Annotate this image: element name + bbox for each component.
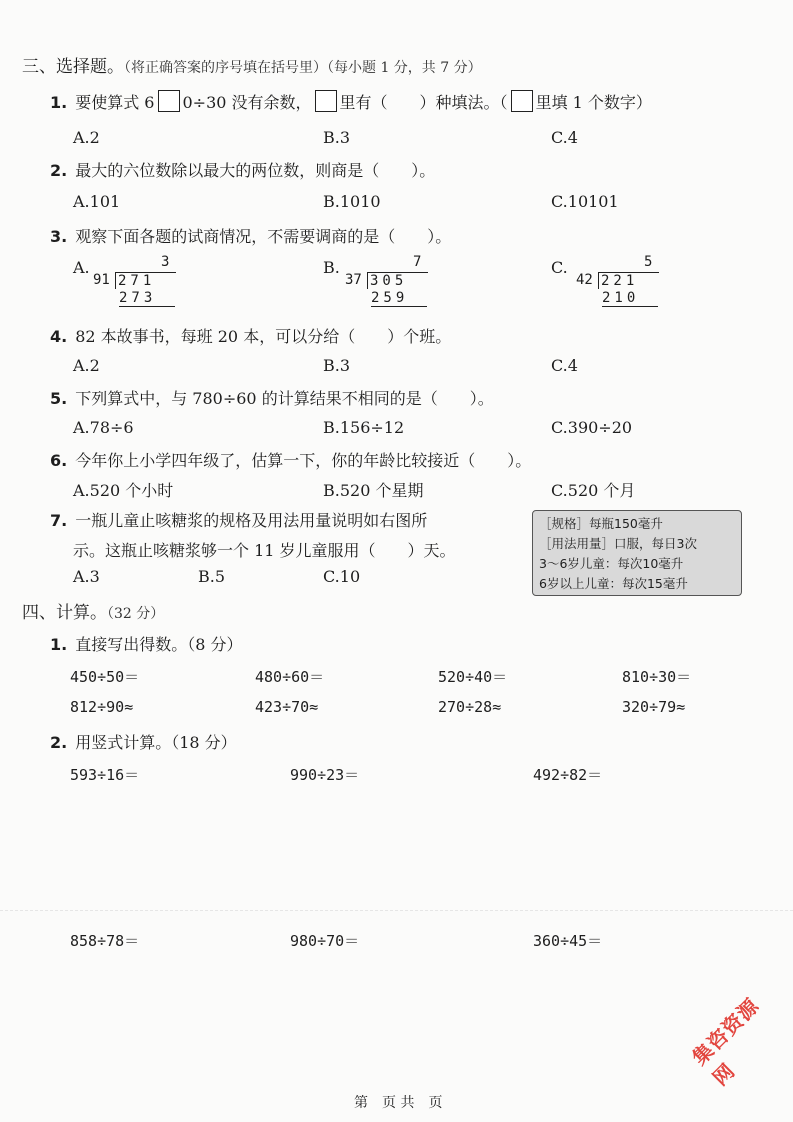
option-b[interactable]: B.1010	[323, 192, 381, 211]
question-text: 要使算式 6	[75, 93, 155, 112]
option-a[interactable]: A.3	[73, 567, 100, 586]
question-number: 7.	[50, 511, 68, 530]
option-c[interactable]: C.4	[551, 356, 578, 375]
option-c[interactable]: C.4	[551, 128, 578, 147]
question-text: 里有（ ）种填法。（	[339, 93, 508, 112]
blank-box[interactable]	[511, 90, 533, 112]
info-line: ［用法用量］口服，每日3次	[539, 536, 697, 551]
calc-item[interactable]: 990÷23＝	[290, 766, 360, 784]
blank-box[interactable]	[158, 90, 180, 112]
divisor: 91	[93, 272, 110, 288]
question-text: 今年你上小学四年级了，估算一下，你的年龄比较接近（ ）。	[75, 451, 532, 470]
question-2	[50, 158, 435, 181]
question-text: 观察下面各题的试商情况，不需要调商的是（ ）。	[75, 227, 452, 246]
question-5	[50, 386, 494, 409]
calc-item[interactable]: 520÷40＝	[438, 668, 508, 686]
question-number: 2.	[50, 733, 68, 752]
option-a[interactable]: A.520 个小时	[73, 481, 174, 500]
section-4-note: （32 分）	[107, 606, 165, 622]
section-3-title: 三、选择题。	[22, 57, 124, 77]
option-b[interactable]: B.3	[323, 356, 351, 375]
product: 210	[602, 290, 658, 307]
calc-item[interactable]: 423÷70≈	[255, 698, 319, 716]
section-4-heading	[22, 598, 164, 623]
option-a[interactable]: A.2	[73, 356, 100, 375]
long-division-c	[576, 254, 676, 314]
question-6	[50, 448, 531, 471]
question-4	[50, 324, 451, 347]
dividend: 305	[367, 272, 428, 289]
info-line: 6岁以上儿童：每次15毫升	[539, 576, 688, 591]
quotient: 3	[161, 254, 170, 270]
dividend: 221	[598, 272, 659, 289]
question-text: 一瓶儿童止咳糖浆的规格及用法用量说明如右图所	[75, 511, 428, 530]
question-text: 下列算式中，与 780÷60 的计算结果不相同的是（ ）。	[75, 389, 494, 408]
option-b[interactable]: B.156÷12	[323, 418, 405, 437]
part-1	[50, 632, 243, 655]
calc-item[interactable]: 450÷50＝	[70, 668, 140, 686]
option-b[interactable]: B.520 个星期	[323, 481, 424, 500]
product: 259	[371, 290, 427, 307]
option-b[interactable]: B.5	[198, 567, 226, 586]
syrup-info-box	[532, 510, 742, 596]
product: 273	[119, 290, 175, 307]
option-a[interactable]: A.2	[73, 128, 100, 147]
quotient: 7	[413, 254, 422, 270]
long-division-a	[93, 254, 193, 314]
calc-item[interactable]: 270÷28≈	[438, 698, 502, 716]
option-c[interactable]: C.520 个月	[551, 481, 636, 500]
option-c[interactable]: C.10	[323, 567, 361, 586]
calc-item[interactable]: 858÷78＝	[70, 932, 140, 950]
section-3-note: （将正确答案的序号填在括号里）（每小题 1 分，共 7 分）	[124, 60, 482, 76]
calc-item[interactable]: 980÷70＝	[290, 932, 360, 950]
watermark-logo: 集咨资源网	[687, 993, 764, 1091]
question-3	[50, 224, 451, 247]
question-text: 直接写出得数。（8 分）	[75, 635, 243, 654]
option-c[interactable]: C.10101	[551, 192, 619, 211]
question-text: 用竖式计算。（18 分）	[75, 733, 237, 752]
divisor: 42	[576, 272, 593, 288]
question-7	[50, 508, 427, 531]
question-number: 4.	[50, 327, 68, 346]
divisor: 37	[345, 272, 362, 288]
option-c[interactable]: C.390÷20	[551, 418, 633, 437]
fold-line	[0, 910, 793, 911]
question-number: 2.	[50, 161, 68, 180]
option-c[interactable]: C.	[551, 258, 568, 277]
long-division-b	[345, 254, 445, 314]
question-7-line-2: 示。这瓶止咳糖浆够一个 11 岁儿童服用（ ）天。	[73, 541, 456, 560]
option-a[interactable]: A.101	[73, 192, 121, 211]
question-1	[50, 90, 652, 113]
calc-item[interactable]: 320÷79≈	[622, 698, 686, 716]
calc-item[interactable]: 810÷30＝	[622, 668, 692, 686]
question-number: 5.	[50, 389, 68, 408]
blank-box[interactable]	[315, 90, 337, 112]
calc-item[interactable]: 812÷90≈	[70, 698, 134, 716]
info-line: 3～6岁儿童：每次10毫升	[539, 556, 684, 571]
calc-item[interactable]: 360÷45＝	[533, 932, 603, 950]
question-text: 最大的六位数除以最大的两位数，则商是（ ）。	[75, 161, 436, 180]
question-number: 6.	[50, 451, 68, 470]
section-3-heading	[22, 52, 482, 77]
option-b[interactable]: B.3	[323, 128, 351, 147]
question-number: 1.	[50, 635, 68, 654]
dividend: 271	[115, 272, 176, 289]
quotient: 5	[644, 254, 653, 270]
section-4-title: 四、计算。	[22, 603, 107, 623]
option-b[interactable]: B.	[323, 258, 340, 277]
option-a[interactable]: A.78÷6	[73, 418, 134, 437]
calc-item[interactable]: 480÷60＝	[255, 668, 325, 686]
calc-item[interactable]: 492÷82＝	[533, 766, 603, 784]
info-line: ［规格］每瓶150毫升	[539, 516, 663, 531]
question-number: 3.	[50, 227, 68, 246]
option-a[interactable]: A.	[73, 258, 90, 277]
page-footer: 第 页 共 页	[354, 1095, 443, 1111]
part-2	[50, 730, 237, 753]
question-text: 0÷30 没有余数，	[182, 93, 312, 112]
calc-item[interactable]: 593÷16＝	[70, 766, 140, 784]
question-text: 里填 1 个数字）	[535, 93, 652, 112]
question-text: 82 本故事书，每班 20 本，可以分给（ ）个班。	[75, 327, 452, 346]
question-number: 1.	[50, 93, 68, 112]
